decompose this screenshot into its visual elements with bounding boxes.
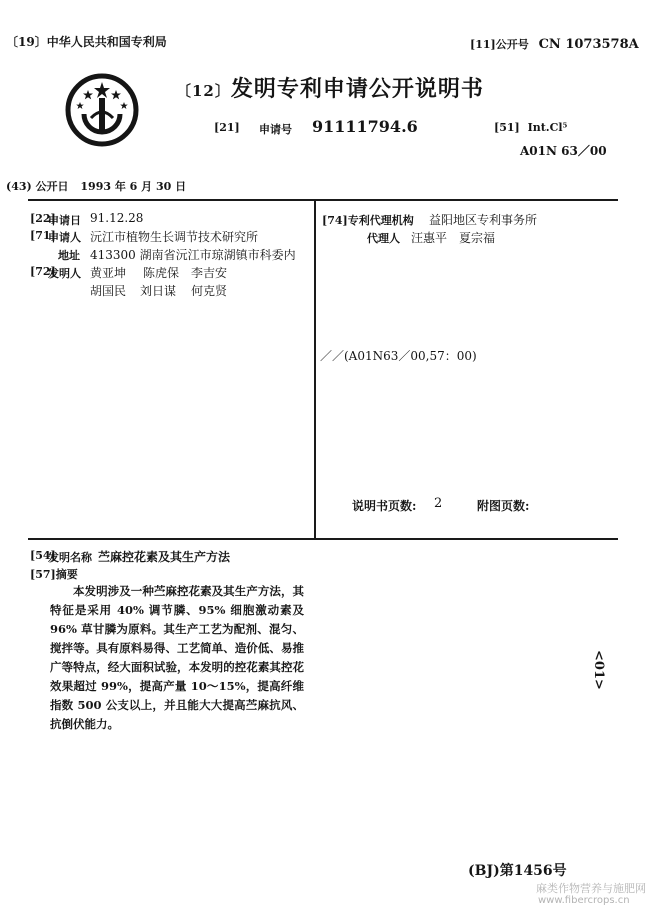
emblem-icon [64, 70, 140, 148]
doc-title: 发明专利申请公开说明书 [230, 76, 484, 102]
agency-code: [74] [322, 214, 348, 227]
inventor-code: [72] [30, 265, 56, 278]
app-no-code: [21] [214, 121, 240, 134]
pub-no-value: CN 1073578A [538, 37, 639, 52]
inventor-name: 胡国民 [90, 284, 127, 298]
filing-date-value: 91.12.28 [90, 211, 144, 225]
watermark-line-1: 麻类作物营养与施肥网 [536, 882, 646, 895]
app-no-label: 申请号 [259, 123, 292, 136]
filing-date-label: 申请日 [48, 214, 81, 227]
abstract-body [50, 582, 304, 734]
classification-extra: ／／(A01N63／00,57：00) [320, 349, 477, 363]
publication-number [470, 36, 639, 52]
abstract-label: 摘要 [55, 568, 78, 581]
document-title [176, 72, 484, 103]
invention-title-label: 发明名称 [48, 551, 92, 564]
watermark-line-2: www.fibercrops.cn [538, 895, 630, 906]
patent-office-emblem [64, 70, 140, 148]
applicant-code: [71] [30, 229, 56, 242]
address-label: 地址 [58, 249, 80, 262]
intcl-label-group [494, 121, 567, 134]
pub-no-code: [11] [470, 38, 496, 51]
address-value: 413300 湖南省沅江市琼湖镇市科委内 [90, 248, 296, 262]
frame-top-rule [28, 199, 618, 201]
office-name: 中华人民共和国专利局 [46, 35, 167, 49]
inventor-name: 黄亚坤 [90, 266, 127, 280]
drawing-pages-label: 附图页数: [477, 499, 530, 513]
intcl-label: Int.Cl⁵ [527, 121, 568, 134]
inventor-name: 李吉安 [191, 266, 228, 280]
applicant-value: 沅江市植物生长调节技术研究所 [90, 230, 259, 244]
frame-middle-rule [28, 538, 618, 540]
office-header [6, 33, 167, 50]
filing-date-code: [22] [30, 212, 56, 225]
pub-no-label: 公开号 [495, 38, 529, 51]
pub-date-code: (43) [6, 180, 32, 193]
inventor-name: 刘日谋 [140, 284, 177, 298]
frame-center-divider [314, 199, 316, 539]
inventor-label: 发明人 [48, 267, 81, 280]
app-no-value: 91111794.6 [312, 117, 418, 136]
agency-value: 益阳地区专利事务所 [429, 213, 538, 227]
office-code: 〔19〕 [6, 35, 47, 49]
footer-serial: (BJ)第1456号 [468, 863, 567, 879]
abstract-code: [57] [30, 568, 56, 581]
agency-label: 专利代理机构 [347, 214, 414, 227]
spec-pages-label: 说明书页数: [352, 499, 417, 513]
inventor-name: 陈虎保 [143, 266, 180, 280]
margin-page-mark: <01> [591, 650, 606, 690]
abstract-header [30, 566, 78, 582]
pub-date-value: 1993 年 6 月 30 日 [80, 180, 187, 193]
agent-label: 代理人 [367, 232, 400, 245]
abstract-text: 本发明涉及一种苎麻控花素及其生产方法，其特征是采用 40% 调节膦、95% 细胞激动素及 96% 草甘膦为原料。其生产工艺为配剂、混匀、搅拌等。具有原料易得、工艺简单、造价低、易推广等特点，经大面积试验，本发明的控花素其控花效果超过 99%，提高产量 10～15%，提高纤维指数 500 公支以上，并且能大大提高苎麻抗风、抗倒伏能力。 [50, 584, 304, 731]
publication-date [6, 178, 186, 194]
intcl-code: [51] [494, 121, 520, 134]
spec-pages-value: 2 [434, 496, 443, 511]
inventor-name: 何克贤 [191, 284, 228, 298]
agency-label-group [322, 212, 414, 228]
intcl-value: A01N 63／00 [520, 144, 607, 158]
applicant-label: 申请人 [48, 231, 81, 244]
invention-title-code: [54] [30, 549, 56, 562]
invention-title: 苎麻控花素及其生产方法 [98, 550, 231, 564]
doc-code: 〔12〕 [176, 82, 231, 100]
pub-date-label: 公开日 [35, 180, 69, 193]
agent-value: 汪惠平 夏宗福 [411, 231, 496, 245]
